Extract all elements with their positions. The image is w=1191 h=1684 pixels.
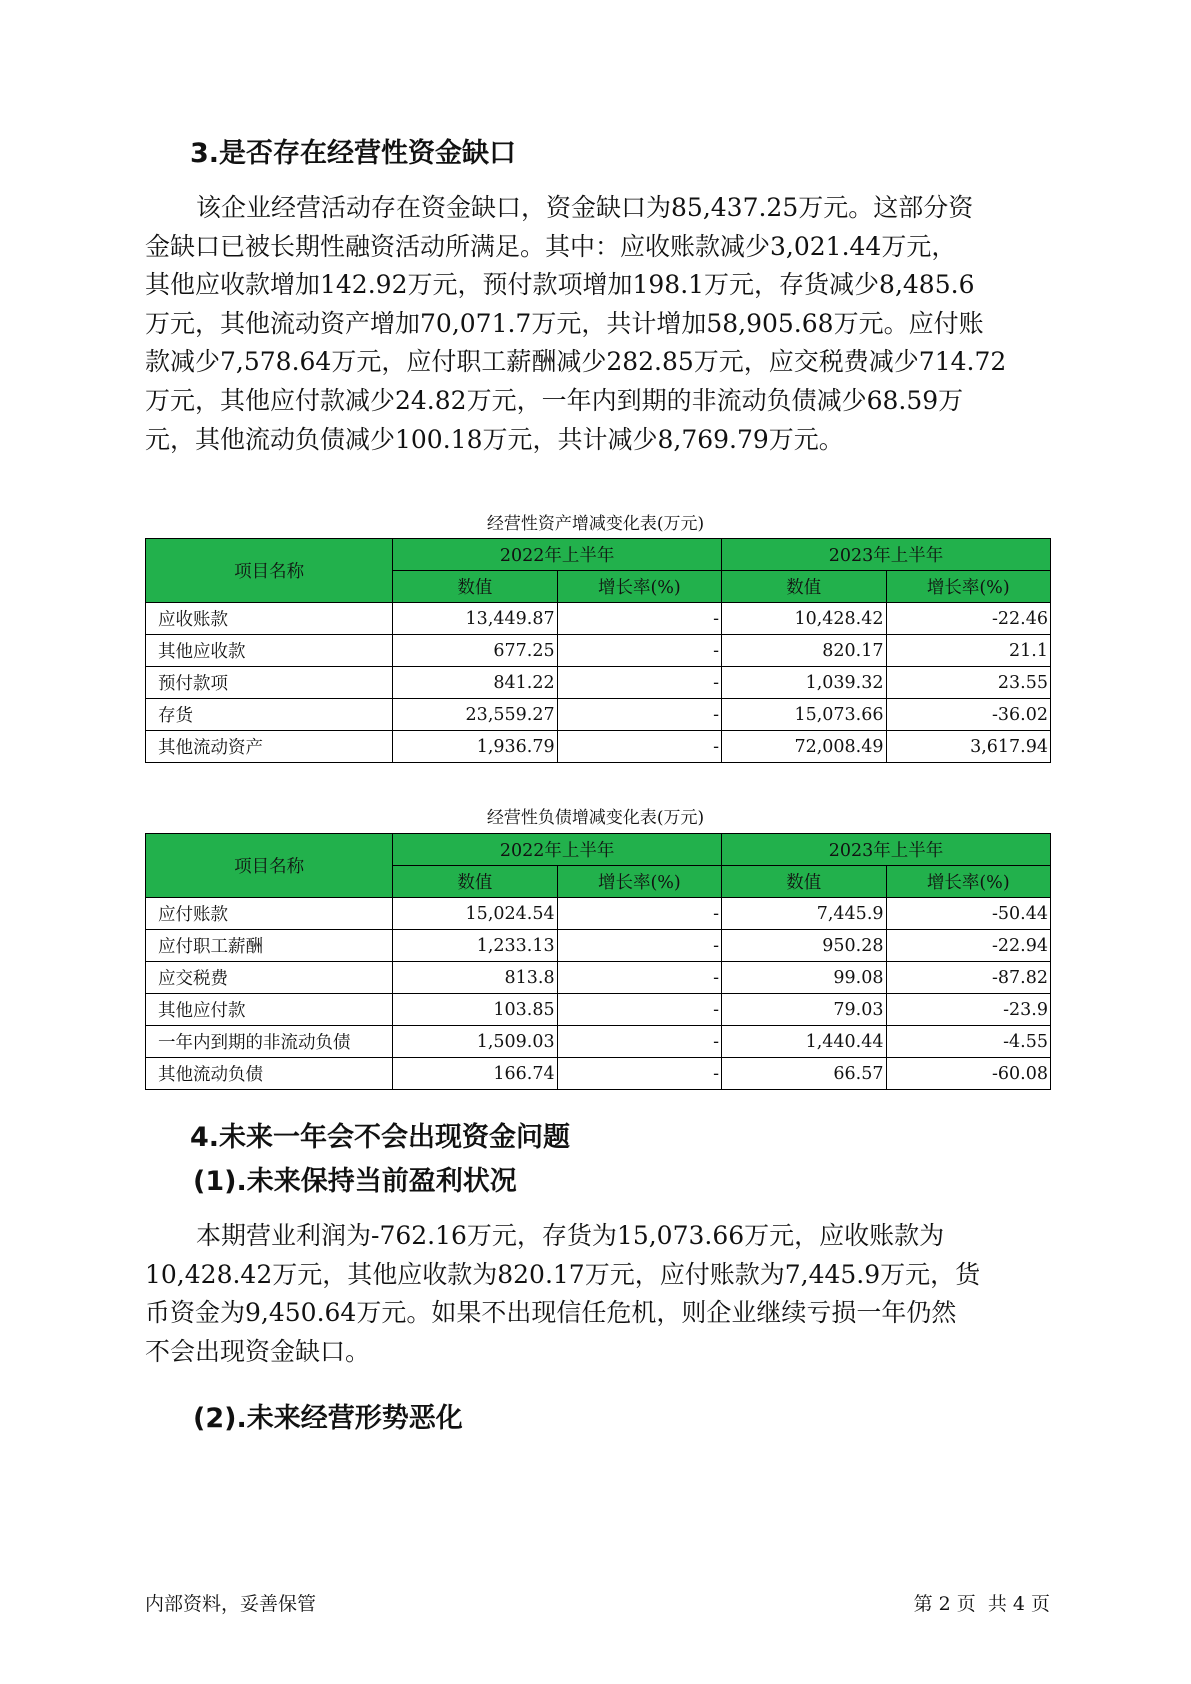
footer-page-number: 第 2 页 共 4 页 [913, 1593, 1050, 1615]
section3-title: 3.是否存在经营性资金缺口 [190, 138, 517, 169]
rate-2023: -23.9 [886, 994, 1050, 1026]
rate-2023: -60.08 [886, 1058, 1050, 1090]
item-name: 一年内到期的非流动负债 [146, 1026, 393, 1058]
table-row [146, 962, 1051, 994]
value-2023: 950.28 [722, 930, 886, 962]
table-row [146, 699, 1051, 731]
assets-table [145, 538, 1051, 763]
rate-2022: - [557, 930, 721, 962]
paragraph-line: 币资金为9,450.64万元。如果不出现信任危机，则企业继续亏损一年仍然 [145, 1298, 957, 1328]
table-row [146, 667, 1051, 699]
header-value: 数值 [722, 866, 886, 898]
header-year-2022: 2022年上半年 [393, 539, 722, 571]
rate-2022: - [557, 635, 721, 667]
header-rate: 增长率(%) [886, 571, 1050, 603]
value-2022: 677.25 [393, 635, 557, 667]
paragraph-line: 款减少7,578.64万元，应付职工薪酬减少282.85万元，应交税费减少714.72 [145, 347, 1007, 377]
item-name: 预付款项 [146, 667, 393, 699]
paragraph-line: 该企业经营活动存在资金缺口，资金缺口为85,437.25万元。这部分资 [196, 193, 974, 222]
value-2023: 10,428.42 [722, 603, 886, 635]
rate-2023: -22.94 [886, 930, 1050, 962]
value-2023: 15,073.66 [722, 699, 886, 731]
value-2023: 99.08 [722, 962, 886, 994]
rate-2022: - [557, 1026, 721, 1058]
value-2023: 72,008.49 [722, 731, 886, 763]
header-year-2023: 2023年上半年 [722, 539, 1051, 571]
item-name: 应付职工薪酬 [146, 930, 393, 962]
value-2022: 15,024.54 [393, 898, 557, 930]
header-year-2023: 2023年上半年 [722, 834, 1051, 866]
paragraph-line: 本期营业利润为-762.16万元，存货为15,073.66万元，应收账款为 [196, 1221, 945, 1250]
item-name: 其他应付款 [146, 994, 393, 1026]
subsection1-title: (1).未来保持当前盈利状况 [193, 1166, 517, 1197]
item-name: 应收账款 [146, 603, 393, 635]
rate-2022: - [557, 699, 721, 731]
value-2023: 79.03 [722, 994, 886, 1026]
table-row [146, 1058, 1051, 1090]
rate-2023: 3,617.94 [886, 731, 1050, 763]
value-2023: 7,445.9 [722, 898, 886, 930]
header-value: 数值 [722, 571, 886, 603]
rate-2022: - [557, 603, 721, 635]
header-value: 数值 [393, 866, 557, 898]
rate-2022: - [557, 994, 721, 1026]
table-row [146, 930, 1051, 962]
rate-2023: 23.55 [886, 667, 1050, 699]
value-2022: 23,559.27 [393, 699, 557, 731]
value-2023: 66.57 [722, 1058, 886, 1090]
liabilities-table [145, 833, 1051, 1090]
value-2023: 820.17 [722, 635, 886, 667]
item-name: 其他流动负债 [146, 1058, 393, 1090]
header-item-name: 项目名称 [146, 539, 393, 603]
header-rate: 增长率(%) [557, 866, 721, 898]
rate-2023: 21.1 [886, 635, 1050, 667]
rate-2022: - [557, 898, 721, 930]
table-row [146, 898, 1051, 930]
header-item-name: 项目名称 [146, 834, 393, 898]
header-rate: 增长率(%) [886, 866, 1050, 898]
section4-title: 4.未来一年会不会出现资金问题 [190, 1122, 571, 1153]
value-2023: 1,039.32 [722, 667, 886, 699]
paragraph-line: 10,428.42万元，其他应收款为820.17万元，应付账款为7,445.9万元，货 [145, 1259, 981, 1289]
subsection2-title: (2).未来经营形势恶化 [193, 1403, 463, 1434]
table-row [146, 731, 1051, 763]
value-2022: 841.22 [393, 667, 557, 699]
table-row [146, 994, 1051, 1026]
rate-2023: -36.02 [886, 699, 1050, 731]
value-2023: 1,440.44 [722, 1026, 886, 1058]
value-2022: 103.85 [393, 994, 557, 1026]
rate-2022: - [557, 1058, 721, 1090]
header-year-2022: 2022年上半年 [393, 834, 722, 866]
rate-2023: -4.55 [886, 1026, 1050, 1058]
header-value: 数值 [393, 571, 557, 603]
liabilities-table-caption: 经营性负债增减变化表(万元) [486, 808, 705, 828]
value-2022: 813.8 [393, 962, 557, 994]
value-2022: 1,936.79 [393, 731, 557, 763]
item-name: 其他流动资产 [146, 731, 393, 763]
value-2022: 1,509.03 [393, 1026, 557, 1058]
value-2022: 13,449.87 [393, 603, 557, 635]
rate-2023: -22.46 [886, 603, 1050, 635]
table-row [146, 1026, 1051, 1058]
subsection1-paragraph [145, 1217, 1050, 1371]
item-name: 存货 [146, 699, 393, 731]
paragraph-line: 金缺口已被长期性融资活动所满足。其中：应收账款减少3,021.44万元， [145, 231, 957, 261]
table-row [146, 603, 1051, 635]
item-name: 应交税费 [146, 962, 393, 994]
paragraph-line: 其他应收款增加142.92万元，预付款项增加198.1万元，存货减少8,485.6 [145, 270, 975, 300]
value-2022: 166.74 [393, 1058, 557, 1090]
paragraph-line: 万元，其他应付款减少24.82万元，一年内到期的非流动负债减少68.59万 [145, 385, 964, 415]
section3-paragraph [145, 189, 1050, 459]
rate-2023: -87.82 [886, 962, 1050, 994]
rate-2022: - [557, 731, 721, 763]
rate-2022: - [557, 962, 721, 994]
value-2022: 1,233.13 [393, 930, 557, 962]
table-row [146, 635, 1051, 667]
rate-2023: -50.44 [886, 898, 1050, 930]
paragraph-line: 元，其他流动负债减少100.18万元，共计减少8,769.79万元。 [145, 424, 844, 454]
header-rate: 增长率(%) [557, 571, 721, 603]
footer-confidential-note: 内部资料，妥善保管 [145, 1593, 317, 1615]
paragraph-line: 不会出现资金缺口。 [145, 1336, 371, 1366]
assets-table-caption: 经营性资产增减变化表(万元) [486, 514, 705, 534]
item-name: 其他应收款 [146, 635, 393, 667]
item-name: 应付账款 [146, 898, 393, 930]
paragraph-line: 万元，其他流动资产增加70,071.7万元，共计增加58,905.68万元。应付账 [145, 308, 984, 338]
rate-2022: - [557, 667, 721, 699]
